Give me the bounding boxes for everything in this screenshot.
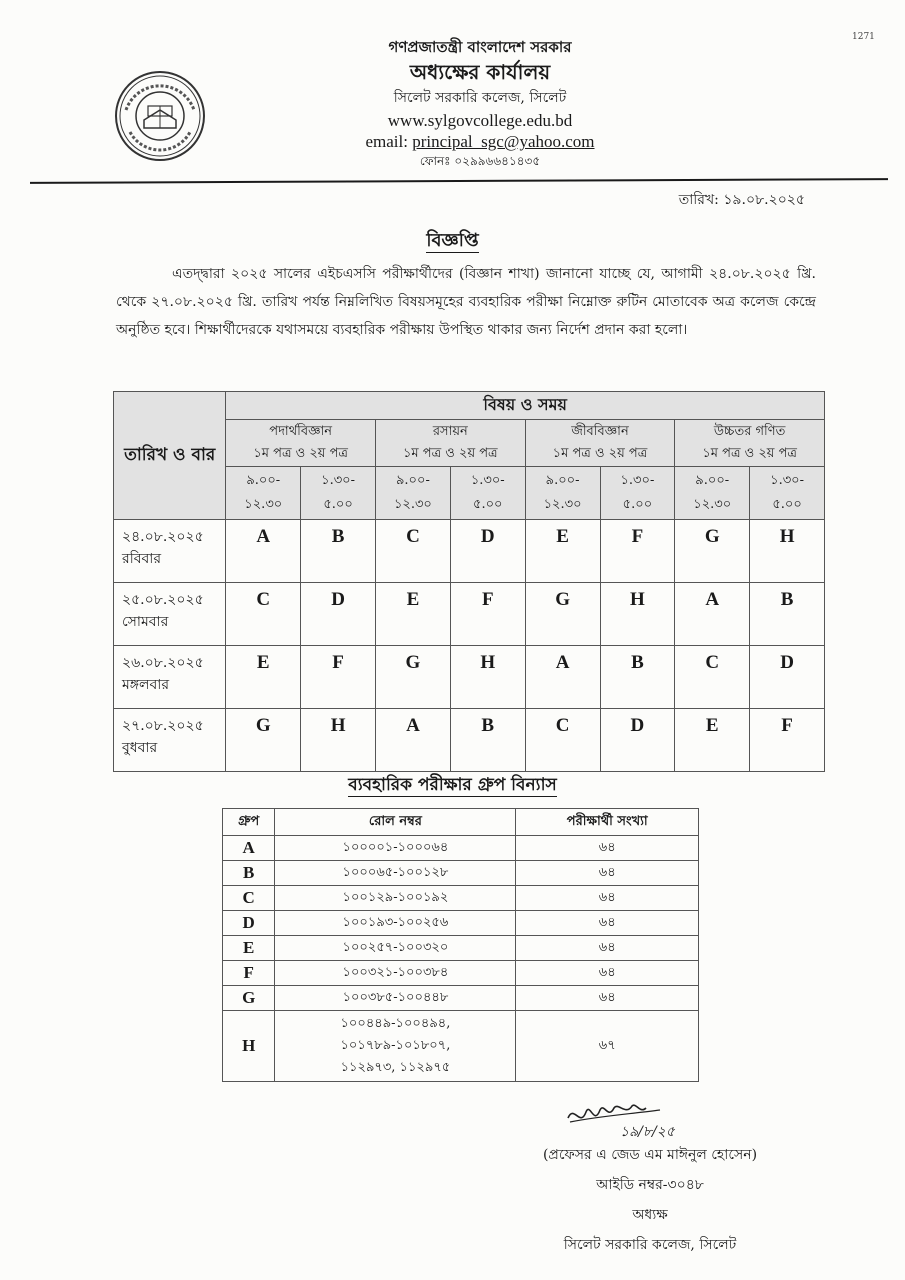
table-row (223, 1011, 699, 1082)
notice-date: তারিখ: ১৯.০৮.২০২৫ (678, 192, 805, 208)
routine-row (114, 709, 825, 772)
email-line (300, 132, 660, 152)
group-cell: D (450, 520, 525, 583)
group-letter: A (223, 836, 275, 861)
roll-range: ১০০২৫৭-১০০৩২০ (275, 936, 516, 961)
letterhead (300, 38, 660, 168)
time-slot: ১.৩০- ৫.০০ (450, 467, 525, 520)
time-slot: ৯.০০- ১২.৩০ (375, 467, 450, 520)
group-cell: F (750, 709, 825, 772)
government-name: গণপ্রজাতন্ত্রী বাংলাদেশ সরকার (388, 38, 572, 56)
subject-header: উচ্চতর গণিত ১ম পত্র ও ২য় পত্র (675, 420, 825, 467)
group-letter: H (223, 1011, 275, 1082)
group-table-title-text: ব্যবহারিক পরীক্ষার গ্রুপ বিন্যাস (348, 775, 557, 795)
email-label: email: (365, 132, 408, 152)
column-header-roll: রোল নম্বর (275, 809, 516, 836)
phone-number: ফোনঃ ০২৯৯৬৬৪১৪৩৫ (419, 153, 541, 168)
table-row (223, 886, 699, 911)
time-slot: ১.৩০- ৫.০০ (600, 467, 675, 520)
college-seal-logo (114, 70, 206, 162)
group-letter: F (223, 961, 275, 986)
signatory-title: অধ্যক্ষ (632, 1207, 668, 1223)
table-row (223, 861, 699, 886)
email-link[interactable]: principal_sgc@yahoo.com (412, 132, 595, 152)
date-cell: ২৪.০৮.২০২৫ রবিবার (114, 520, 226, 583)
subject-header: জীববিজ্ঞান ১ম পত্র ও ২য় পত্র (525, 420, 675, 467)
group-distribution-table (222, 808, 699, 1082)
roll-range: ১০০০৬৫-১০০১২৮ (275, 861, 516, 886)
candidate-count: ৬৪ (516, 961, 699, 986)
group-cell: E (226, 646, 301, 709)
candidate-count: ৬৪ (516, 986, 699, 1011)
subject-header: পদার্থবিজ্ঞান ১ম পত্র ও ২য় পত্র (226, 420, 376, 467)
group-cell: A (525, 646, 600, 709)
group-letter: C (223, 886, 275, 911)
group-letter: E (223, 936, 275, 961)
notice-title (0, 226, 905, 257)
time-slot: ১.৩০- ৫.০০ (301, 467, 376, 520)
group-cell: E (525, 520, 600, 583)
page-number: 1271 (852, 32, 875, 42)
group-cell: D (600, 709, 675, 772)
group-cell: F (600, 520, 675, 583)
exam-routine-table (113, 391, 825, 772)
group-cell: C (675, 646, 750, 709)
table-row (223, 986, 699, 1011)
group-cell: F (301, 646, 376, 709)
column-header-count: পরীক্ষার্থী সংখ্যা (516, 809, 699, 836)
signatory-college: সিলেট সরকারি কলেজ, সিলেট (563, 1237, 737, 1253)
date-cell: ২৭.০৮.২০২৫ বুধবার (114, 709, 226, 772)
signatory-name: (প্রফেসর এ জেড এম মাঈনুল হোসেন) (542, 1147, 758, 1163)
group-table-title (0, 772, 905, 800)
group-cell: C (375, 520, 450, 583)
group-cell: E (375, 583, 450, 646)
group-letter: G (223, 986, 275, 1011)
group-letter: B (223, 861, 275, 886)
roll-range: ১০০০০১-১০০০৬৪ (275, 836, 516, 861)
group-cell: H (600, 583, 675, 646)
group-cell: A (226, 520, 301, 583)
roll-range: ১০০১৯৩-১০০২৫৬ (275, 911, 516, 936)
subject-time-header: বিষয় ও সময় (226, 392, 825, 420)
routine-row (114, 520, 825, 583)
group-cell: E (675, 709, 750, 772)
table-row (223, 836, 699, 861)
time-slot: ৯.০০- ১২.৩০ (525, 467, 600, 520)
date-cell: ২৬.০৮.২০২৫ মঙ্গলবার (114, 646, 226, 709)
group-cell: A (375, 709, 450, 772)
group-cell: B (301, 520, 376, 583)
time-slot: ৯.০০- ১২.৩০ (675, 467, 750, 520)
group-cell: D (301, 583, 376, 646)
college-name: সিলেট সরকারি কলেজ, সিলেট (393, 90, 567, 106)
date-day-header: তারিখ ও বার (114, 392, 226, 520)
group-cell: G (525, 583, 600, 646)
time-slot: ১.৩০- ৫.০০ (750, 467, 825, 520)
routine-row (114, 646, 825, 709)
candidate-count: ৬৪ (516, 836, 699, 861)
table-row (223, 911, 699, 936)
group-cell: H (301, 709, 376, 772)
notice-title-text: বিজ্ঞপ্তি (426, 230, 479, 251)
group-cell: G (226, 709, 301, 772)
table-row (223, 936, 699, 961)
column-header-group: গ্রুপ (223, 809, 275, 836)
table-row (223, 961, 699, 986)
group-cell: B (450, 709, 525, 772)
signatory-id: আইডি নম্বর-৩০৪৮ (596, 1177, 704, 1193)
group-letter: D (223, 911, 275, 936)
group-cell: A (675, 583, 750, 646)
group-cell: G (375, 646, 450, 709)
candidate-count: ৬৪ (516, 861, 699, 886)
group-cell: C (525, 709, 600, 772)
candidate-count: ৬৪ (516, 886, 699, 911)
office-name: অধ্যক্ষের কার্যালয় (409, 60, 551, 84)
signatory-block (500, 1140, 800, 1260)
candidate-count: ৬৪ (516, 936, 699, 961)
group-cell: F (450, 583, 525, 646)
roll-range: ১০০৪৪৯-১০০৪৯৪, ১০১৭৮৯-১০১৮০৭, ১১২৯৭৩, ১১২৯৭৫ (275, 1011, 516, 1082)
time-slot: ৯.০০- ১২.৩০ (226, 467, 301, 520)
roll-range: ১০০১২৯-১০০১৯২ (275, 886, 516, 911)
candidate-count: ৬৪ (516, 911, 699, 936)
group-cell: C (226, 583, 301, 646)
group-cell: H (750, 520, 825, 583)
website-link[interactable]: www.sylgovcollege.edu.bd (387, 110, 573, 130)
roll-range: ১০০৩৮৫-১০০৪৪৮ (275, 986, 516, 1011)
handwritten-signature (560, 1098, 700, 1144)
date-cell: ২৫.০৮.২০২৫ সোমবার (114, 583, 226, 646)
notice-body: এতদ্দ্বারা ২০২৫ সালের এইচএসসি পরীক্ষার্থীদের (বিজ্ঞান শাখা) জানানো যাচ্ছে যে, আগামী ২৪.০৮.২০২৫ খ্রি. থেকে ২৭.০৮.২০২৫ খ্রি. তারিখ পর্যন্ত নিম্নলিখিত বিষয়সমূহের ব্যবহারিক পরীক্ষা নিম্নোক্ত রুটিন মোতাবেক অত্র কলেজ কেন্দ্রে অনুষ্ঠিত হবে। শিক্ষার্থীদেরকে যথাসময়ে ব্যবহারিক পরীক্ষায় উপস্থিত থাকার জন্য নির্দেশ প্রদান করা হলো। (116, 266, 816, 338)
subject-header: রসায়ন ১ম পত্র ও ২য় পত্র (375, 420, 525, 467)
group-cell: D (750, 646, 825, 709)
candidate-count: ৬৭ (516, 1011, 699, 1082)
group-cell: G (675, 520, 750, 583)
group-cell: B (750, 583, 825, 646)
group-cell: B (600, 646, 675, 709)
signature-date: ১৯/৮/২৫ (620, 1124, 675, 1140)
group-cell: H (450, 646, 525, 709)
roll-range: ১০০৩২১-১০০৩৮৪ (275, 961, 516, 986)
header-divider (30, 178, 888, 184)
routine-row (114, 583, 825, 646)
